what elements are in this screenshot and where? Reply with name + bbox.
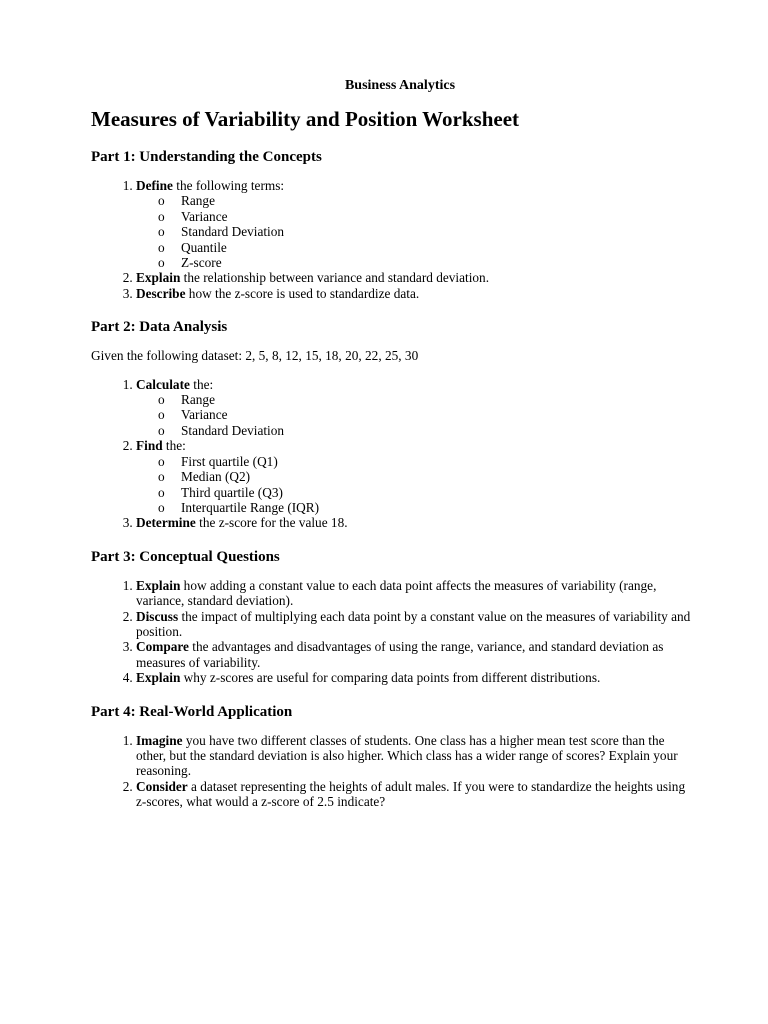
- part4-item-text: a dataset representing the heights of adult males. If you were to standardize the heights using z-scores, what would a z-score of 2.5 indicate?: [136, 778, 686, 810]
- part1-item: [136, 178, 691, 270]
- part1-item: [136, 286, 691, 301]
- part4-item-verb: Consider: [136, 778, 188, 794]
- part1-list: [91, 178, 691, 301]
- calc-item: o Variance: [181, 407, 691, 422]
- part1-item-text: the relationship between variance and standard deviation.: [180, 270, 490, 286]
- part1-heading: Part 1: Understanding the Concepts: [91, 149, 322, 165]
- calc-item: o Standard Deviation: [181, 423, 691, 438]
- part3-item: [136, 670, 691, 685]
- worksheet-page: [91, 78, 691, 827]
- part2-heading: Part 2: Data Analysis: [91, 319, 228, 336]
- part3-item-verb: Explain: [136, 670, 181, 686]
- part1-item: [136, 270, 691, 285]
- part3-item: [136, 609, 691, 640]
- part3-item-text: how adding a constant value to each data point affects the measures of variability (range, variance, standard deviation).: [136, 577, 657, 609]
- part4-item: [136, 733, 691, 779]
- part2-item-text: the:: [162, 438, 186, 454]
- part3-item: [136, 578, 691, 609]
- calculate-list: [136, 392, 691, 438]
- part3-item-text: why z-scores are useful for comparing data points from different distributions.: [180, 670, 601, 686]
- find-list: [136, 454, 691, 516]
- part2-item-verb: Calculate: [136, 376, 190, 392]
- term-item: o Range: [181, 193, 691, 208]
- part2-item-text: the z-score for the value 18.: [195, 515, 348, 531]
- part2-item: [136, 515, 691, 530]
- part4-list: [91, 733, 691, 810]
- part3-item-text: the advantages and disadvantages of using the range, variance, and standard deviation as measures of variability.: [136, 639, 664, 670]
- dataset-intro: Given the following dataset: 2, 5, 8, 12, 15, 18, 20, 22, 25, 30: [91, 348, 419, 364]
- part2-item: [136, 438, 691, 515]
- find-item: o First quartile (Q1): [181, 454, 691, 469]
- part3-item: [136, 639, 691, 670]
- part4-item-text: you have two different classes of students. One class has a higher mean test score than the other, but the standard deviation is also higher. Which class has a wider range of scores? Explain your reasoning.: [136, 732, 678, 779]
- part1-item-text: the following terms:: [172, 178, 285, 193]
- part3-heading: Part 3: Conceptual Questions: [91, 548, 280, 565]
- part1-terms-list: [136, 193, 691, 270]
- part4-item: [136, 779, 691, 810]
- find-item: o Median (Q2): [181, 469, 691, 484]
- part1-item-verb: Define: [136, 178, 173, 193]
- term-item: o Quantile: [181, 240, 691, 255]
- calc-item: o Range: [181, 392, 691, 407]
- term-item: o Z-score: [181, 255, 691, 270]
- part2-item-text: the:: [189, 376, 214, 392]
- part1-item-verb: Describe: [136, 285, 186, 301]
- part3-item-text: the impact of multiplying each data point by a constant value on the measures of variability and position.: [136, 608, 691, 639]
- part2-item: [136, 377, 691, 439]
- part2-list: [91, 377, 691, 531]
- part3-item-verb: Explain: [136, 577, 181, 593]
- find-item: o Interquartile Range (IQR): [181, 500, 691, 515]
- part1-item-text: how the z-score is used to standardize data.: [185, 285, 420, 301]
- part3-item-verb: Compare: [136, 639, 189, 655]
- term-item: o Variance: [181, 209, 691, 224]
- part4-heading: Part 4: Real-World Application: [91, 703, 293, 720]
- term-item: o Standard Deviation: [181, 224, 691, 239]
- part2-item-verb: Find: [136, 438, 163, 454]
- part2-item-verb: Determine: [136, 515, 196, 531]
- course-subject: Business Analytics: [344, 78, 456, 93]
- part4-item-verb: Imagine: [136, 732, 183, 748]
- part1-item-verb: Explain: [136, 270, 181, 286]
- find-item: o Third quartile (Q3): [181, 485, 691, 500]
- worksheet-title: Measures of Variability and Position Worksheet: [91, 107, 520, 131]
- part3-item-verb: Discuss: [136, 608, 179, 624]
- part3-list: [91, 578, 691, 686]
